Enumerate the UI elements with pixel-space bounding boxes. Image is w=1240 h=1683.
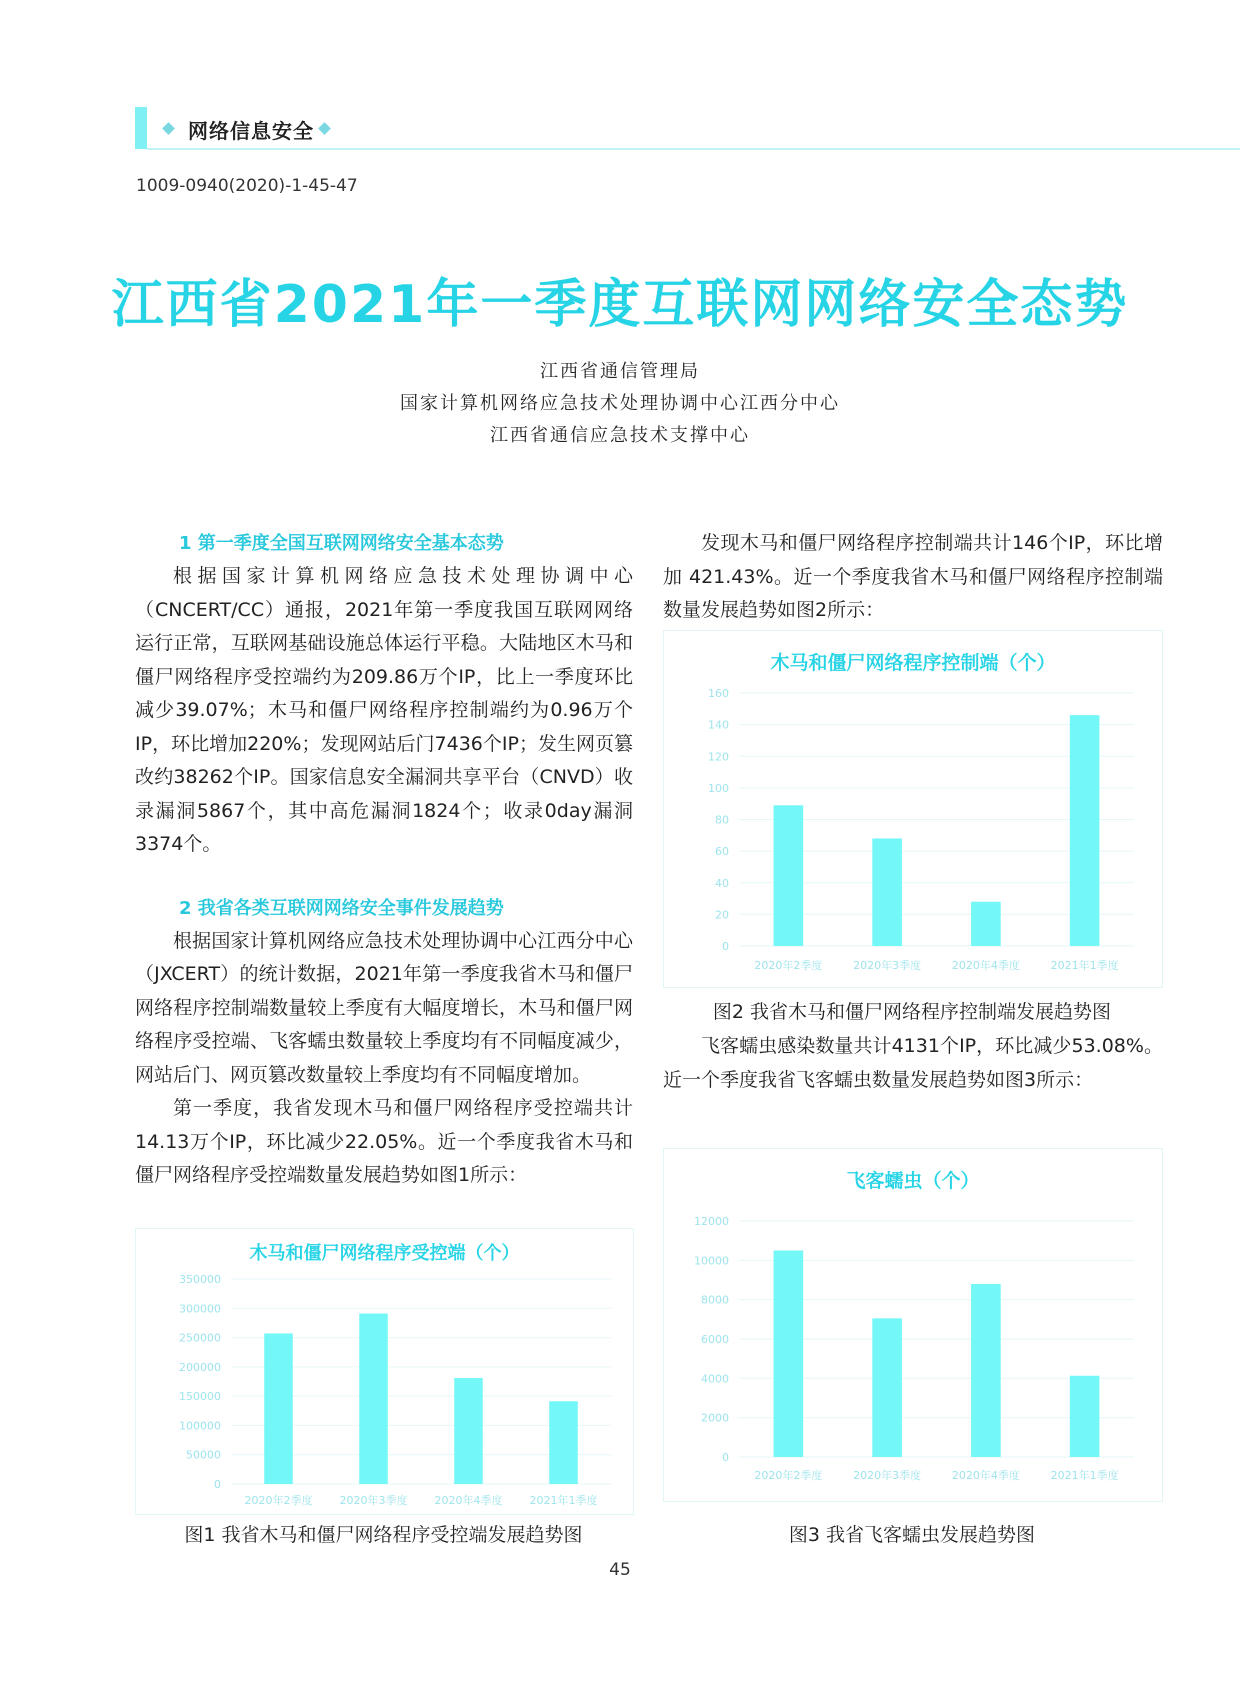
section-heading-1: 1 第一季度全国互联网网络安全基本态势 xyxy=(179,533,504,554)
page-number: 45 xyxy=(609,1560,631,1580)
bar xyxy=(774,805,804,946)
x-category-label: 2020年2季度 xyxy=(244,1494,313,1507)
chart-title: 木马和僵尸网络程序受控端（个） xyxy=(249,1243,520,1264)
y-tick-label: 60 xyxy=(715,845,729,859)
left-column xyxy=(135,527,633,1193)
diamond-icon xyxy=(318,122,331,135)
y-tick-label: 0 xyxy=(214,1478,221,1491)
author-line: 国家计算机网络应急技术处理协调中心江西分中心 xyxy=(400,393,840,414)
x-category-label: 2021年1季度 xyxy=(529,1494,598,1507)
bar xyxy=(971,1284,1001,1457)
y-tick-label: 2000 xyxy=(701,1411,729,1425)
y-tick-label: 120 xyxy=(708,750,729,764)
x-category-label: 2020年4季度 xyxy=(951,959,1020,972)
y-tick-label: 12000 xyxy=(694,1215,729,1228)
paragraph: 根据国家计算机网络应急技术处理协调中心江西分中心（JXCERT）的统计数据，2021年第一季度我省木马和僵尸网络程序控制端数量较上季度有大幅度增长，木马和僵尸网络程序受控端、飞客蠕虫数量较上季度均有不同幅度减少，网站后门、网页篡改数量较上季度均有不同幅度增加。 xyxy=(135,929,633,1086)
right-column-middle xyxy=(663,1030,1163,1097)
figure-2-chart xyxy=(663,630,1163,988)
y-tick-label: 40 xyxy=(715,876,729,890)
y-tick-label: 50000 xyxy=(186,1448,221,1462)
figure-3-caption: 图3 我省飞客蠕虫发展趋势图 xyxy=(788,1524,1036,1546)
diamond-icon xyxy=(162,122,175,135)
y-tick-label: 300000 xyxy=(179,1302,221,1316)
y-tick-label: 160 xyxy=(708,687,729,700)
figure-1-caption: 图1 我省木马和僵尸网络程序受控端发展趋势图 xyxy=(184,1524,583,1546)
y-tick-label: 10000 xyxy=(694,1254,729,1268)
paragraph: 发现木马和僵尸网络程序控制端共计146个IP，环比增加 421.43%。近一个季度我省木马和僵尸网络程序控制端数量发展趋势如图2所示： xyxy=(663,532,1163,621)
bar-chart xyxy=(136,1229,633,1514)
chart-title: 飞客蠕虫（个） xyxy=(846,1170,980,1192)
y-tick-label: 140 xyxy=(708,718,729,732)
section-heading-2: 2 我省各类互联网网络安全事件发展趋势 xyxy=(179,897,504,919)
x-category-label: 2020年3季度 xyxy=(853,959,922,972)
y-tick-label: 100 xyxy=(708,781,729,795)
paragraph: 飞客蠕虫感染数量共计4131个IP，环比减少53.08%。近一个季度我省飞客蠕虫数量发展趋势如图3所示： xyxy=(663,1035,1163,1091)
x-category-label: 2020年3季度 xyxy=(339,1494,408,1507)
y-tick-label: 200000 xyxy=(179,1360,221,1374)
issn-code: 1009-0940(2020)-1-45-47 xyxy=(136,176,358,196)
y-tick-label: 20 xyxy=(715,908,729,922)
figure-3-chart xyxy=(663,1148,1163,1502)
y-tick-label: 0 xyxy=(722,1451,729,1464)
bar xyxy=(774,1251,804,1458)
bar xyxy=(1070,1376,1100,1457)
x-category-label: 2020年2季度 xyxy=(754,1469,823,1482)
author-list xyxy=(0,356,1240,452)
bar xyxy=(454,1378,483,1484)
figure-1-chart xyxy=(135,1228,634,1515)
bar xyxy=(549,1401,578,1484)
article-title: 江西省2021年一季度互联网网络安全态势 xyxy=(111,275,1129,335)
x-category-label: 2020年4季度 xyxy=(951,1469,1020,1482)
x-category-label: 2021年1季度 xyxy=(1050,959,1119,972)
bar xyxy=(359,1314,388,1484)
y-tick-label: 80 xyxy=(715,813,729,827)
y-tick-label: 6000 xyxy=(701,1333,729,1346)
y-tick-label: 250000 xyxy=(179,1331,221,1345)
bar-chart xyxy=(664,631,1162,987)
y-tick-label: 150000 xyxy=(179,1390,221,1404)
header-accent-bar xyxy=(135,107,147,149)
y-tick-label: 100000 xyxy=(179,1419,221,1433)
x-category-label: 2020年3季度 xyxy=(853,1469,922,1482)
paragraph: 根据国家计算机网络应急技术处理协调中心（CNCERT/CC）通报，2021年第一季度我国互联网网络运行正常，互联网基础设施总体运行平稳。大陆地区木马和僵尸网络程序受控端约为209.86万个IP，比上一季度环比减少39.07%；木马和僵尸网络程序控制端约为0.96万个IP，环比增加220%；发现网站后门7436个IP；发生网页篡改约38262个IP。国家信息安全漏洞共享平台（CNVD）收录漏洞5867个，其中高危漏洞1824个；收录0day漏洞3374个。 xyxy=(135,565,633,855)
bar xyxy=(872,838,902,946)
x-category-label: 2021年1季度 xyxy=(1050,1469,1119,1482)
figure-2-caption: 图2 我省木马和僵尸网络程序控制端发展趋势图 xyxy=(712,1001,1112,1023)
bar xyxy=(971,902,1001,946)
x-category-label: 2020年4季度 xyxy=(434,1494,503,1507)
right-column-top xyxy=(663,527,1163,628)
author-line: 江西省通信应急技术支撑中心 xyxy=(490,425,750,446)
y-tick-label: 4000 xyxy=(701,1372,729,1386)
bar xyxy=(1070,715,1100,946)
author-line: 江西省通信管理局 xyxy=(540,361,700,382)
bar xyxy=(264,1333,293,1484)
header-rule xyxy=(147,148,1240,150)
x-category-label: 2020年2季度 xyxy=(754,959,823,972)
bar xyxy=(872,1318,902,1457)
section-header: 网络信息安全 xyxy=(188,119,314,143)
y-tick-label: 0 xyxy=(722,940,729,953)
chart-title: 木马和僵尸网络程序控制端（个） xyxy=(770,652,1056,674)
y-tick-label: 350000 xyxy=(179,1273,221,1286)
bar-chart xyxy=(664,1149,1162,1501)
y-tick-label: 8000 xyxy=(701,1293,729,1307)
paragraph: 第一季度，我省发现木马和僵尸网络程序受控端共计14.13万个IP，环比减少22.05%。近一个季度我省木马和僵尸网络程序受控端数量发展趋势如图1所示： xyxy=(135,1097,633,1186)
